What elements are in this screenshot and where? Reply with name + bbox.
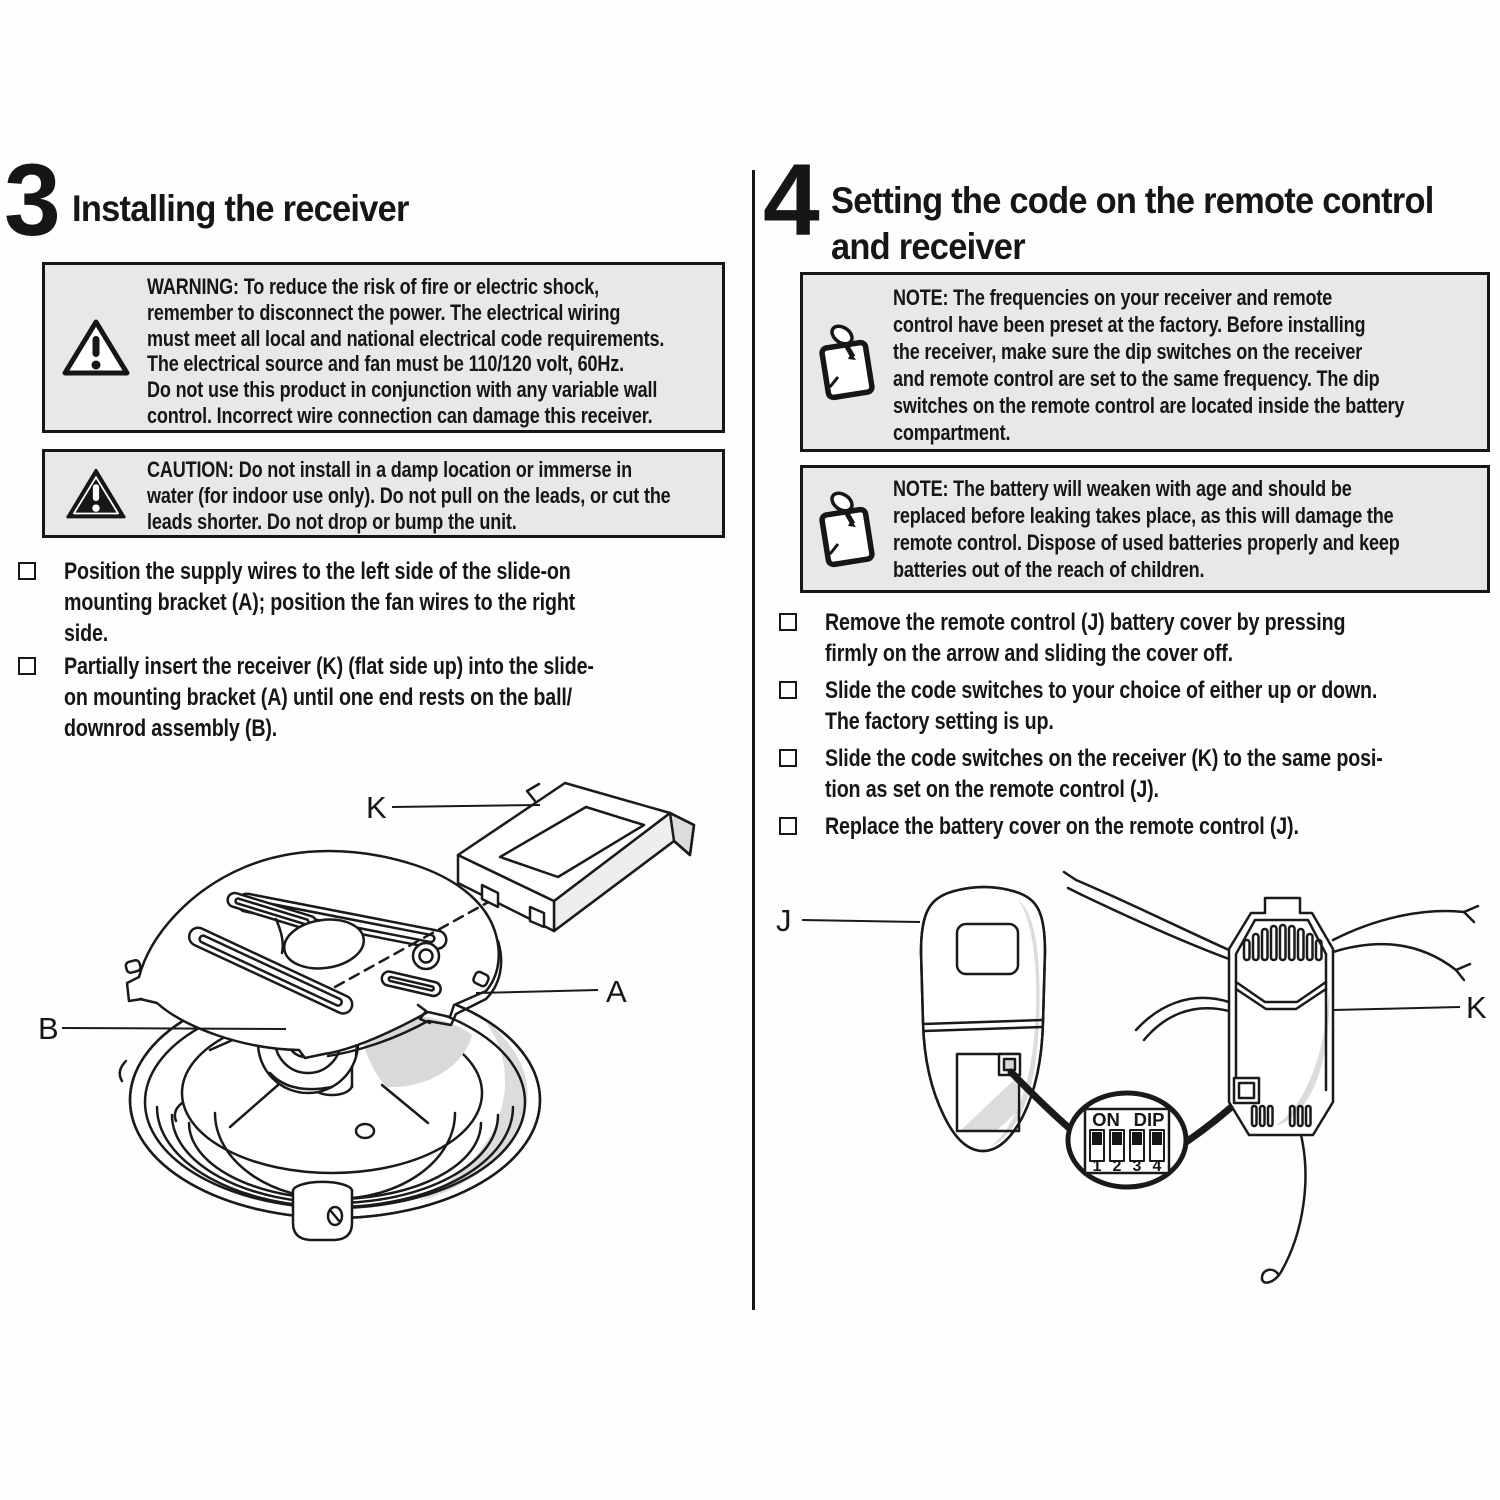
dip-number: 2: [1112, 1158, 1122, 1175]
remote-receiver-diagram: [760, 850, 1500, 1360]
step-item: [779, 607, 1499, 671]
warning-text: WARNING: To reduce the risk of fire or electric shock, remember to disconnect the power. The electrical wiring must meet all local and national electrical code requirements. The electrical source and fan must be 110/120 volt, 60Hz. Do not use this product in conjunction with any variable wall control. Incorrect wire connection can damage this receiver.: [147, 274, 665, 428]
section3-title: Installing the receiver: [71, 188, 409, 229]
label-a: A: [606, 974, 627, 1009]
section3-number: 3: [4, 143, 58, 257]
section4-number: 4: [763, 143, 817, 257]
step-text: Partially insert the receiver (K) (flat side up) into the slide- on mounting bracket (A) until one end rests on the ball/ downrod assembly (B).: [64, 653, 594, 742]
step-text: Slide the code switches to your choice of either up or down. The factory setting is up.: [825, 677, 1378, 735]
note-text: NOTE: The frequencies on your receiver and remote control have been preset at the factory. Before installing the receiver, make sure the dip switches on the receiver and remote control are set to the same frequency. The dip switches on the remote control are located inside the battery compartment.: [893, 285, 1405, 445]
warning-box: [42, 262, 725, 433]
step-text: Remove the remote control (J) battery cover by pressing firmly on the arrow and sliding the cover off.: [825, 609, 1346, 667]
label-k: K: [366, 790, 387, 825]
label-b: B: [38, 1011, 59, 1046]
warning-icon: [45, 265, 147, 430]
label-k: K: [1466, 990, 1487, 1025]
caution-icon: [45, 452, 147, 535]
step-text: Slide the code switches on the receiver (K) to the same posi- tion as set on the remote control (J).: [825, 745, 1383, 803]
section4-heading: [763, 143, 1479, 270]
dip-label: DIP: [1133, 1109, 1165, 1130]
caution-box: [42, 449, 725, 538]
checkbox-square: [779, 681, 797, 699]
dip-on-label: ON: [1092, 1109, 1120, 1130]
step-text: Position the supply wires to the left side of the slide-on mounting bracket (A); position the fan wires to the right side.: [64, 558, 576, 647]
bracket-receiver-diagram: [30, 755, 730, 1330]
section3-heading: [4, 143, 434, 257]
step-item: [779, 675, 1499, 739]
section4-title: Setting the code on the remote control and receiver: [830, 180, 1434, 267]
checkbox-square: [779, 749, 797, 767]
checkbox-square: [779, 817, 797, 835]
caution-text: CAUTION: Do not install in a damp location or immerse in water (for indoor use only). Do not pull on the leads, or cut the leads shorter. Do not drop or bump the unit.: [147, 457, 671, 534]
dip-number: 1: [1092, 1158, 1102, 1175]
checkbox-square: [18, 562, 36, 580]
step-item: [18, 651, 738, 746]
dip-number: 4: [1152, 1158, 1162, 1175]
checkbox-square: [779, 613, 797, 631]
note-text: NOTE: The battery will weaken with age and should be replaced before leaking takes place, as this will damage the remote control. Dispose of used batteries properly and keep batteries out of the reach of children.: [893, 476, 1400, 582]
note-icon: [803, 468, 893, 590]
dip-number: 3: [1132, 1158, 1142, 1175]
checkbox-square: [18, 657, 36, 675]
column-divider: [752, 170, 755, 1310]
label-j: J: [776, 903, 792, 938]
note-icon: [803, 275, 893, 449]
note-box: [800, 272, 1490, 452]
step-text: Replace the battery cover on the remote control (J).: [825, 813, 1299, 840]
step-item: [779, 743, 1499, 807]
note-box: [800, 465, 1490, 593]
step-item: [779, 811, 1499, 851]
step-item: [18, 556, 738, 651]
